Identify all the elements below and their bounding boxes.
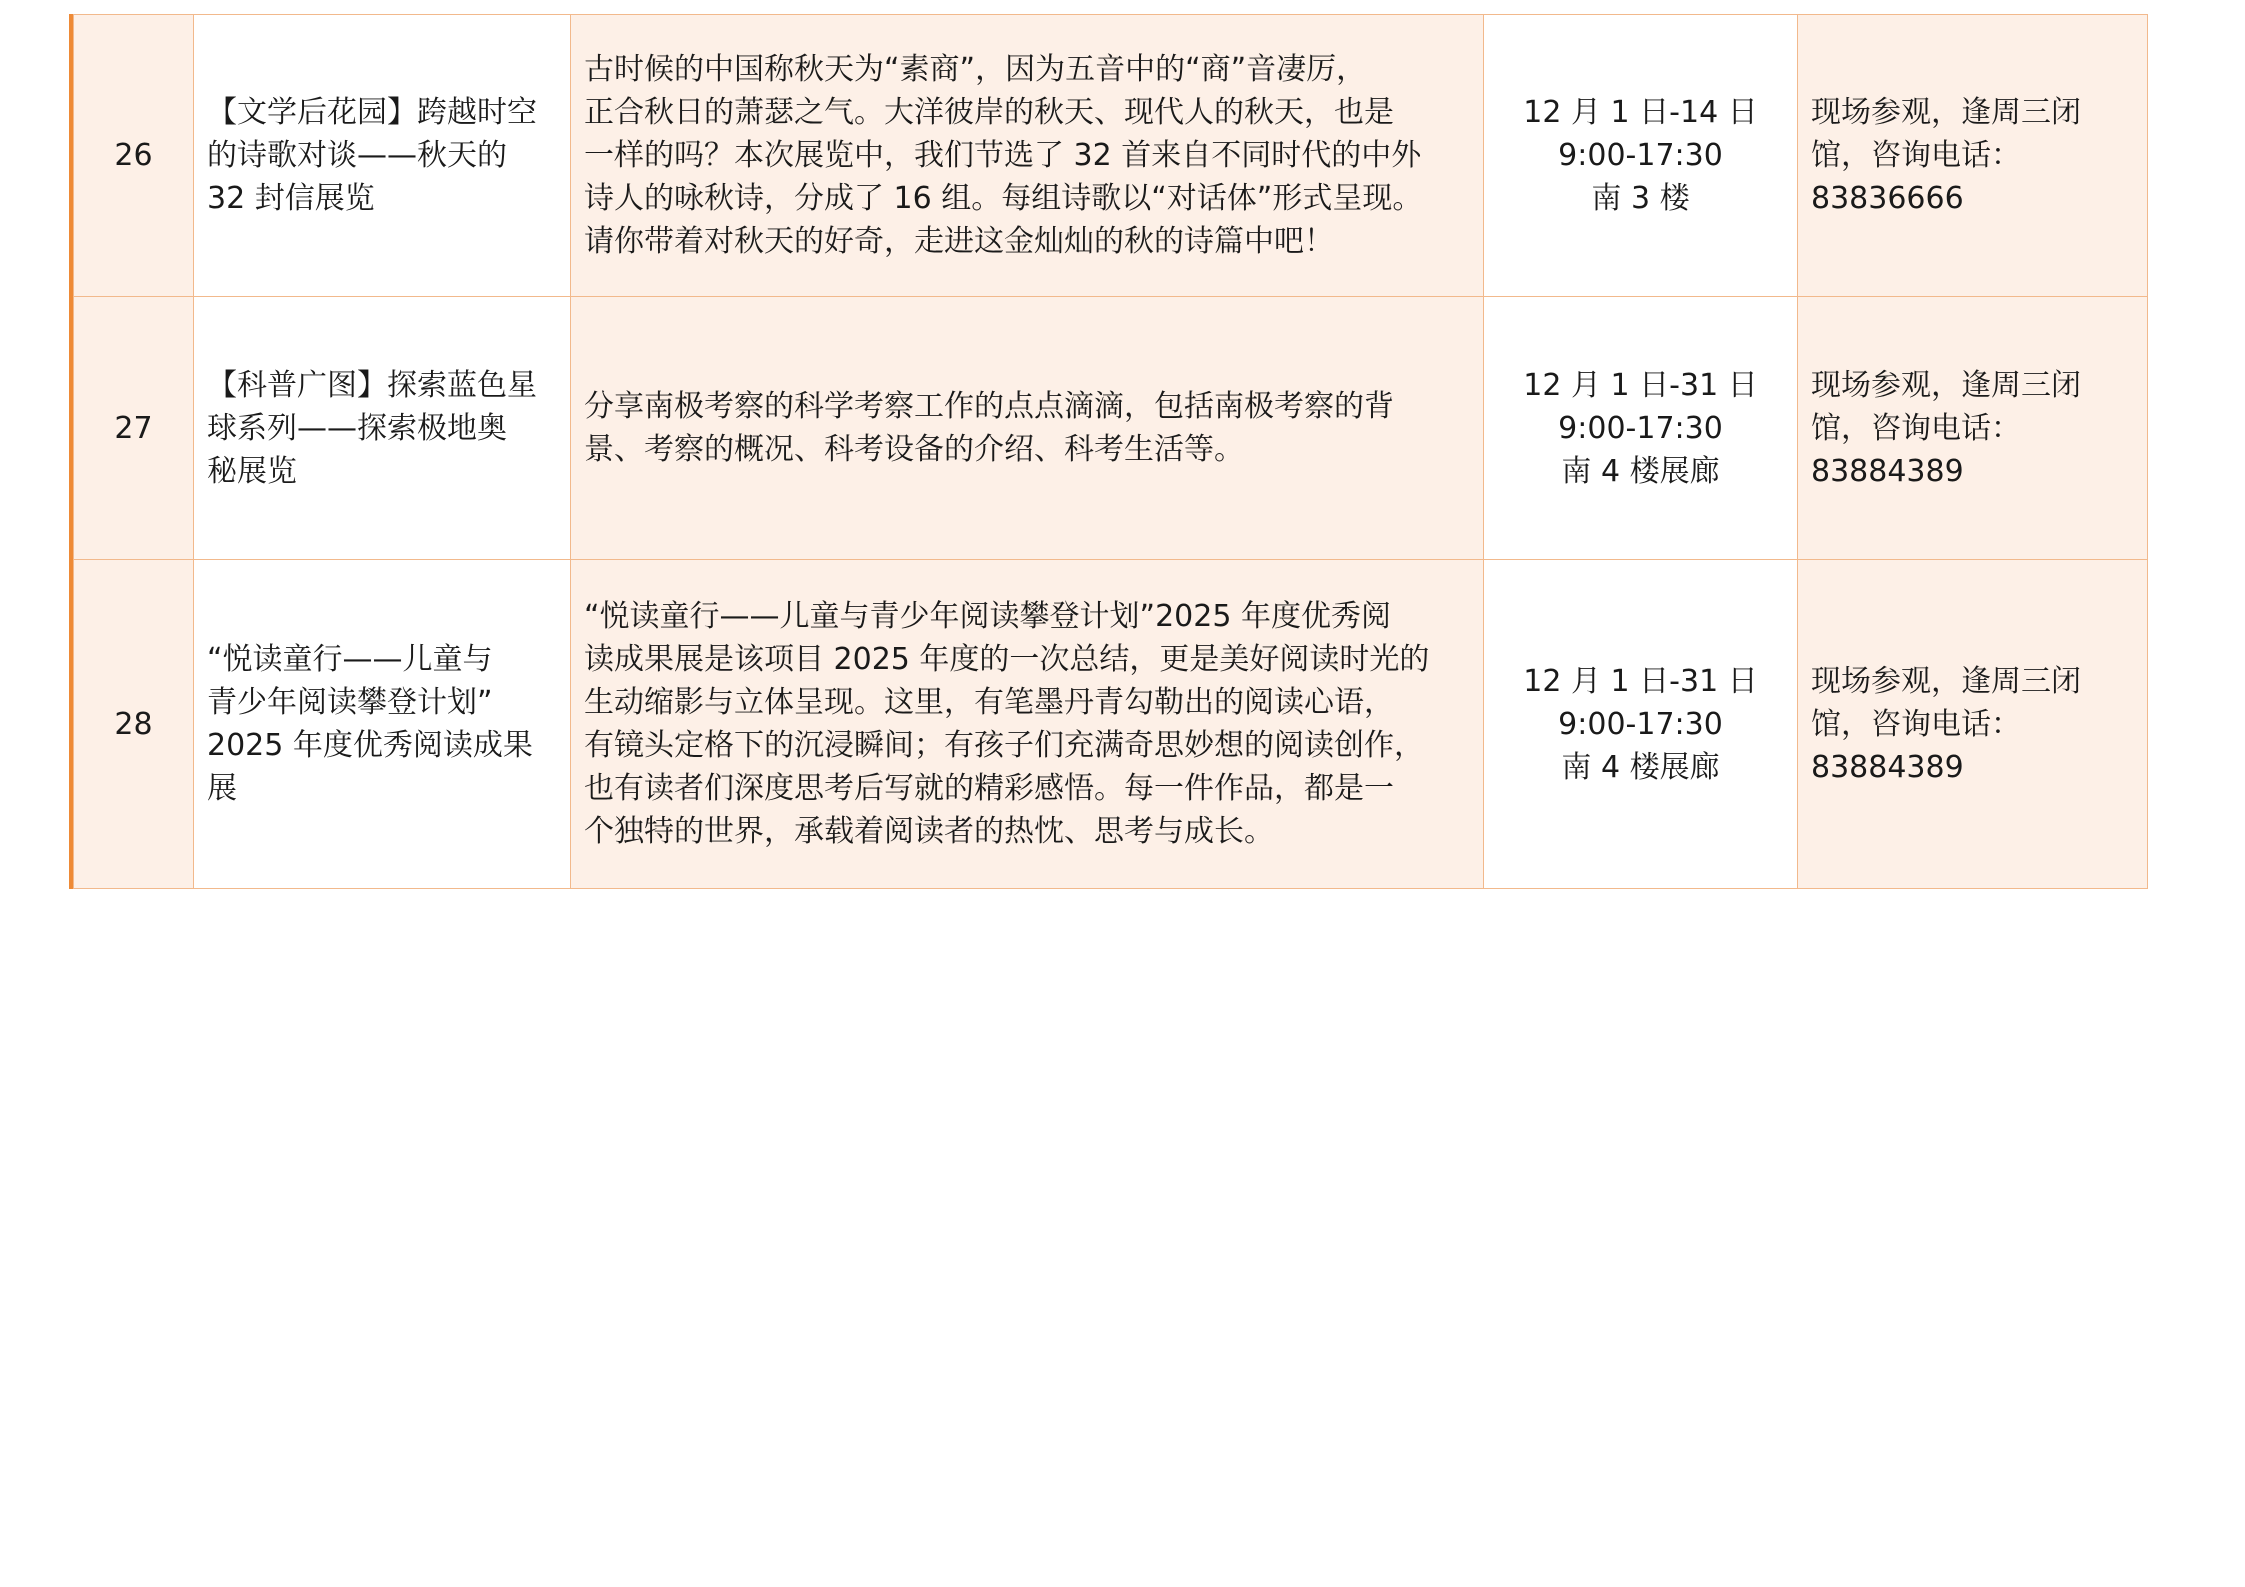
row-number: 26 <box>114 138 153 173</box>
note-line: 现场参观，逢周三闭 <box>1811 367 2081 403</box>
time-location-cell <box>1484 15 1798 297</box>
exhibition-title-line: “悦读童行——儿童与 <box>207 642 493 677</box>
location: 南 4 楼展廊 <box>1561 749 1720 785</box>
description-line: 一样的吗？本次展览中，我们节选了 32 首来自不同时代的中外 <box>584 138 1422 173</box>
table-row <box>74 560 2148 889</box>
row-number: 28 <box>114 706 153 742</box>
exhibition-title-line: 展 <box>207 771 237 806</box>
time-location-cell <box>1484 560 1798 889</box>
description-line: 请你带着对秋天的好奇，走进这金灿灿的秋的诗篇中吧！ <box>584 224 1334 259</box>
row-number: 27 <box>114 410 153 446</box>
description-line: 分享南极考察的科学考察工作的点点滴滴，包括南极考察的背 <box>584 389 1394 424</box>
notes-cell <box>1798 15 2148 297</box>
note-line: 馆，咨询电话： <box>1811 410 2021 446</box>
note-line: 馆，咨询电话： <box>1811 138 2021 173</box>
table-row <box>74 297 2148 560</box>
note-line: 馆，咨询电话： <box>1811 706 2021 742</box>
description-line: 也有读者们深度思考后写就的精彩感悟。每一件作品，都是一 <box>584 771 1394 806</box>
description-line: 有镜头定格下的沉浸瞬间；有孩子们充满奇思妙想的阅读创作， <box>584 728 1424 763</box>
events-table <box>73 14 2148 889</box>
phone-number: 83884389 <box>1811 453 1964 489</box>
description-line: 生动缩影与立体呈现。这里，有笔墨丹青勾勒出的阅读心语， <box>584 685 1394 720</box>
description-line: 景、考察的概况、科考设备的介绍、科考生活等。 <box>584 432 1244 467</box>
exhibition-title-cell <box>194 297 571 560</box>
date-range: 12 月 1 日-31 日 <box>1523 367 1758 403</box>
description-line: 个独特的世界，承载着阅读者的热忱、思考与成长。 <box>584 814 1274 849</box>
date-range: 12 月 1 日-31 日 <box>1523 663 1758 699</box>
notes-cell <box>1798 297 2148 560</box>
row-number-cell <box>74 297 194 560</box>
exhibition-title-line: 球系列——探索极地奥 <box>207 410 507 446</box>
exhibition-title-line: 【文学后花园】跨越时空 <box>207 95 537 130</box>
description-line: “悦读童行——儿童与青少年阅读攀登计划”2025 年度优秀阅 <box>584 599 1391 634</box>
note-line: 现场参观，逢周三闭 <box>1811 663 2081 699</box>
description-line: 读成果展是该项目 2025 年度的一次总结，更是美好阅读时光的 <box>584 642 1430 677</box>
description-line: 古时候的中国称秋天为“素商”，因为五音中的“商”音凄厉， <box>584 52 1367 87</box>
row-number-cell <box>74 15 194 297</box>
date-range: 12 月 1 日-14 日 <box>1523 95 1758 130</box>
exhibition-title-line: 32 封信展览 <box>207 181 375 216</box>
phone-number: 83884389 <box>1811 749 1964 785</box>
exhibition-title-line: 秘展览 <box>207 453 297 489</box>
description-cell <box>571 560 1484 889</box>
exhibition-title-line: 2025 年度优秀阅读成果 <box>207 728 533 763</box>
notes-cell <box>1798 560 2148 889</box>
table-row <box>74 15 2148 297</box>
description-line: 诗人的咏秋诗，分成了 16 组。每组诗歌以“对话体”形式呈现。 <box>584 181 1423 216</box>
note-line: 现场参观，逢周三闭 <box>1811 95 2081 130</box>
location: 南 3 楼 <box>1591 181 1690 216</box>
description-line: 正合秋日的萧瑟之气。大洋彼岸的秋天、现代人的秋天，也是 <box>584 95 1394 130</box>
opening-hours: 9:00-17:30 <box>1558 706 1723 742</box>
description-cell <box>571 15 1484 297</box>
exhibition-title-line: 【科普广图】探索蓝色星 <box>207 367 537 403</box>
exhibition-title-line: 的诗歌对谈——秋天的 <box>207 138 507 173</box>
time-location-cell <box>1484 297 1798 560</box>
row-number-cell <box>74 560 194 889</box>
events-table-wrapper <box>69 14 2147 889</box>
opening-hours: 9:00-17:30 <box>1558 410 1723 446</box>
exhibition-title-line: 青少年阅读攀登计划” <box>207 685 493 720</box>
description-cell <box>571 297 1484 560</box>
exhibition-title-cell <box>194 560 571 889</box>
opening-hours: 9:00-17:30 <box>1558 138 1723 173</box>
phone-number: 83836666 <box>1811 181 1964 216</box>
location: 南 4 楼展廊 <box>1561 453 1720 489</box>
exhibition-title-cell <box>194 15 571 297</box>
